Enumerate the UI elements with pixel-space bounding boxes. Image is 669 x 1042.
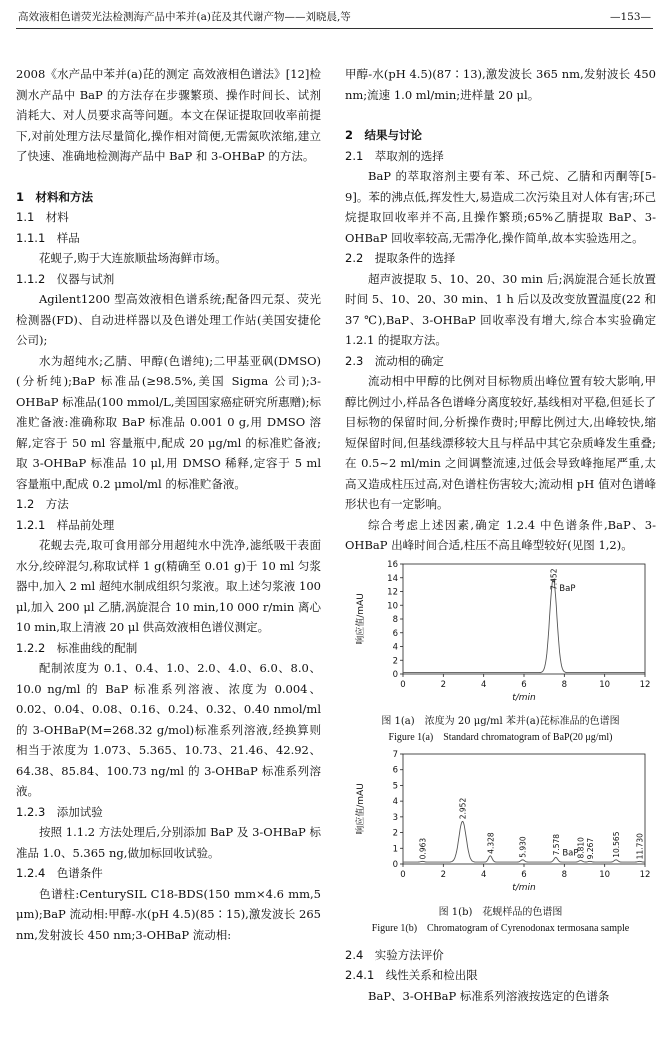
- section-1-2-1-heading: 1.2.1 样品前处理: [16, 517, 115, 532]
- y-tick-label: 3: [392, 812, 398, 823]
- y-axis-label: 响应值/mAU: [356, 592, 366, 645]
- extraction-conditions-paragraph: 超声波提取 5、10、20、30 min 后;涡旋混合延长放置时间 5、10、20、30 min、1 h 后以及改变放置温度(22 和 37 ℃),BaP、3-OHBaP 回收率没有增大,综合本实验确定 1.2.1 的提取方法。: [345, 271, 656, 347]
- y-tick-label: 16: [387, 559, 398, 570]
- figure-1a-caption-zh: 图 1(a) 浓度为 20 μg/ml 苯并(a)芘标准品的色谱图: [381, 716, 620, 727]
- x-tick-label: 10: [599, 870, 611, 880]
- section-1-2-2-heading: 1.2.2 标准曲线的配制: [16, 640, 138, 655]
- chromatogram-1b: [345, 746, 656, 896]
- peak-label: 9.267: [585, 837, 595, 860]
- summary-paragraph: 综合考虑上述因素,确定 1.2.4 中色谱条件,BaP、3-OHBaP 出峰时间合适,柱压不高且峰型较好(见图 1,2)。: [345, 517, 656, 552]
- y-tick-label: 4: [392, 797, 398, 808]
- header-rule: [16, 28, 653, 29]
- left-column: [16, 64, 321, 945]
- x-tick-label: 10: [599, 679, 611, 690]
- peak-label: 4.328: [486, 832, 496, 854]
- y-tick-label: 10: [387, 600, 398, 611]
- figure-1a-caption-en: Figure 1(a) Standard chromatogram of BaP(20 μg/ml): [388, 732, 613, 743]
- page-number: —153—: [609, 10, 651, 23]
- section-1-heading: 1 材料和方法: [16, 189, 94, 204]
- section-2-3-heading: 2.3 流动相的确定: [345, 353, 444, 368]
- x-tick-label: 8: [561, 679, 568, 690]
- section-1-1-heading: 1.1 材料: [16, 210, 69, 224]
- x-axis-label: t/min: [512, 883, 536, 893]
- plot-frame: [403, 564, 645, 674]
- right-column: [345, 64, 656, 1006]
- x-tick-label: 6: [521, 870, 527, 880]
- section-1-1-2-heading: 1.1.2 仪器与试剂: [16, 271, 115, 286]
- sample-paragraph: 花蚬子,购于大连旅顺盐场海鲜市场。: [39, 251, 227, 265]
- y-tick-label: 8: [392, 614, 398, 625]
- chromatogram-trace: [403, 579, 645, 672]
- x-tick-label: 0: [400, 870, 406, 880]
- x-tick-label: 2: [440, 870, 447, 880]
- section-2-2-heading: 2.2 提取条件的选择: [345, 251, 456, 265]
- running-title: 高效液相色谱荧光法检测海产品中苯并(a)芘及其代谢产物——刘晓晨,等: [18, 10, 351, 23]
- y-tick-label: 7: [392, 750, 398, 760]
- section-1-2-3-heading: 1.2.3 添加试验: [16, 804, 103, 819]
- y-tick-label: 2: [392, 655, 398, 666]
- figure-1b-caption-en: Figure 1(b) Chromatogram of Cyrenodonax termosana sample: [371, 922, 630, 934]
- intro-paragraph: 2008《水产品中苯并(a)芘的测定 高效液相色谱法》[12]检测水产品中 BaP 的方法存在步骤繁琐、操作时间长、试剂消耗大、对人员要求高等问题。本文在保证提取回收率前提下,对前处理方法尽量简化,操作相对简便,无需氮吹浓缩,建立了快速、准确地检测海产品中 BaP 和 3-OHBaP 的方法。: [16, 67, 321, 163]
- section-1-2-4-heading: 1.2.4 色谱条件: [16, 866, 103, 880]
- chromatographic-conditions-paragraph: 色谱柱:CenturySIL C18-BDS(150 mm×4.6 mm,5 μm);BaP 流动相:甲醇-水(pH 4.5)(85∶15),激发波长 265 nm,发射波长 450 nm;3-OHBaP 流动相:: [16, 886, 321, 942]
- linearity-paragraph: BaP、3-OHBaP 标准系列溶液按选定的色谱条: [368, 988, 610, 1003]
- pretreatment-paragraph: 花蚬去壳,取可食用部分用超纯水中洗净,滤纸吸干表面水分,绞碎混匀,称取试样 1 g(精确至 0.01 g)于 10 ml 匀浆器中,加入 2 ml 超纯水制成组织匀浆液。取上述匀浆液 100 μl,加入 200 μl 乙腈,涡旋混合 10 min,10 000 r/min 离心 10 min,取上清液 20 μl 供高效液相色谱仪测定。: [16, 538, 321, 634]
- x-tick-label: 12: [639, 870, 651, 880]
- y-tick-label: 5: [392, 781, 398, 792]
- x-axis-label: t/min: [512, 692, 536, 703]
- peak-label: 11.730: [635, 833, 645, 860]
- x-tick-label: 4: [480, 679, 487, 690]
- figure-1b-caption-zh: 图 1(b) 花蚬样品的色谱图: [438, 906, 563, 918]
- y-tick-label: 14: [387, 573, 398, 584]
- peak-label: 10.565: [612, 831, 622, 858]
- peak-label: 0.963: [418, 837, 428, 860]
- section-1-1-1-heading: 1.1.1 样品: [16, 230, 80, 245]
- section-2-4-1-heading: 2.4.1 线性关系和检出限: [345, 968, 478, 982]
- peak-label: 7.578: [551, 833, 561, 856]
- y-tick-label: 6: [392, 765, 398, 776]
- y-tick-label: 0: [392, 669, 398, 680]
- section-1-2-heading: 1.2 方法: [16, 497, 69, 511]
- spike-paragraph: 按照 1.1.2 方法处理后,分别添加 BaP 及 3-OHBaP 标准品 1.0、5.365 ng,做加标回收试验。: [16, 825, 321, 860]
- running-header: [18, 8, 651, 26]
- x-tick-label: 6: [521, 679, 527, 690]
- mobile-phase-paragraph: 流动相中甲醇的比例对目标物质出峰位置有较大影响,甲醇比例过小,样品各色谱峰分离度较好,基线相对平稳,但延长了目标物的保留时间,分析操作费时;甲醇比例过大,出峰较快,缩短保留时间,但基线漂移较大且与样品中其它杂质峰发生重叠;在 0.5~2 ml/min 之间调整流速,过低会导致峰拖尾严重,太高又造成柱压过高,对色谱柱伤害较大;流动相 pH 值对色谱峰形状也有一定影响。: [345, 374, 656, 511]
- standard-curve-paragraph: 配制浓度为 0.1、0.4、1.0、2.0、4.0、6.0、8.0、10.0 ng/ml 的 BaP 标准系列溶液、浓度为 0.004、0.02、0.04、0.08、0.16、0.24、0.32、0.40 nmol/ml 的 3-OHBaP(M=268.32 g/mol)标准系列溶液,经换算则相当于浓度为 1.073、5.365、10.73、21.46、42.92、64.38、85.84、100.73 ng/ml 的 3-OHBaP 标准系列溶液。: [16, 661, 321, 798]
- y-tick-label: 2: [392, 828, 398, 839]
- figure-1a: [345, 556, 656, 747]
- peak-label: 7.452: [549, 568, 559, 590]
- peak-label: 8.810: [576, 837, 586, 859]
- x-tick-label: 2: [440, 679, 447, 690]
- y-tick-label: 12: [387, 587, 398, 597]
- peak-label: 5.930: [518, 836, 528, 858]
- section-2-1-heading: 2.1 萃取剂的选择: [345, 148, 444, 163]
- x-tick-label: 12: [639, 679, 651, 690]
- y-tick-label: 6: [392, 628, 398, 639]
- x-tick-label: 8: [561, 870, 568, 880]
- reagent-paragraph: 水为超纯水;乙腈、甲醇(色谱纯);二甲基亚砜(DMSO)(分析纯);BaP 标准品(≥98.5%,美国 Sigma 公司);3-OHBaP 标准品(100 mmol/L,美国国家癌症研究所惠赠);标准贮备液:准确称取 BaP 标准品 0.001 0 g,用 DMSO 溶解,定容于 50 ml 容量瓶中,配成 20 μg/ml 的标准贮备液;取 3-OHBaP 标准品 10 μl,用 DMSO 稀释,定容于 5 ml 容量瓶中,配成 0.2 μmol/ml 的标准贮备液。: [16, 353, 321, 491]
- peak-annotation: BaP: [562, 848, 579, 859]
- section-2-heading: 2 结果与讨论: [345, 128, 423, 142]
- chromatogram-1a: [345, 556, 656, 706]
- figure-1b: [345, 746, 656, 937]
- y-tick-label: 0: [392, 860, 398, 870]
- peak-name: BaP: [559, 583, 576, 594]
- y-tick-label: 4: [392, 642, 398, 652]
- y-axis-label: 响应值/mAU: [356, 783, 366, 835]
- extractant-paragraph: BaP 的萃取溶剂主要有苯、环己烷、乙腈和丙酮等[5-9]。苯的沸点低,挥发性大,易造成二次污染且对人体有害;环己烷提取回收率并不高,且操作繁琐;65%乙腈提取 BaP、3-OHBaP 回收率较高,无需净化,操作简单,故本实验选用之。: [345, 169, 656, 245]
- y-tick-label: 1: [392, 844, 398, 855]
- continued-paragraph: 甲醇-水(pH 4.5)(87∶13),激发波长 365 nm,发射波长 450 nm;流速 1.0 ml/min;进样量 20 μl。: [345, 67, 656, 102]
- instrument-paragraph: Agilent1200 型高效液相色谱系统;配备四元泵、荧光检测器(FD)、自动进样器以及色谱处理工作站(美国安捷伦公司);: [16, 292, 321, 347]
- x-tick-label: 4: [480, 870, 487, 880]
- x-tick-label: 0: [400, 679, 406, 690]
- peak-label: 2.952: [458, 797, 468, 820]
- section-2-4-heading: 2.4 实验方法评价: [345, 947, 444, 962]
